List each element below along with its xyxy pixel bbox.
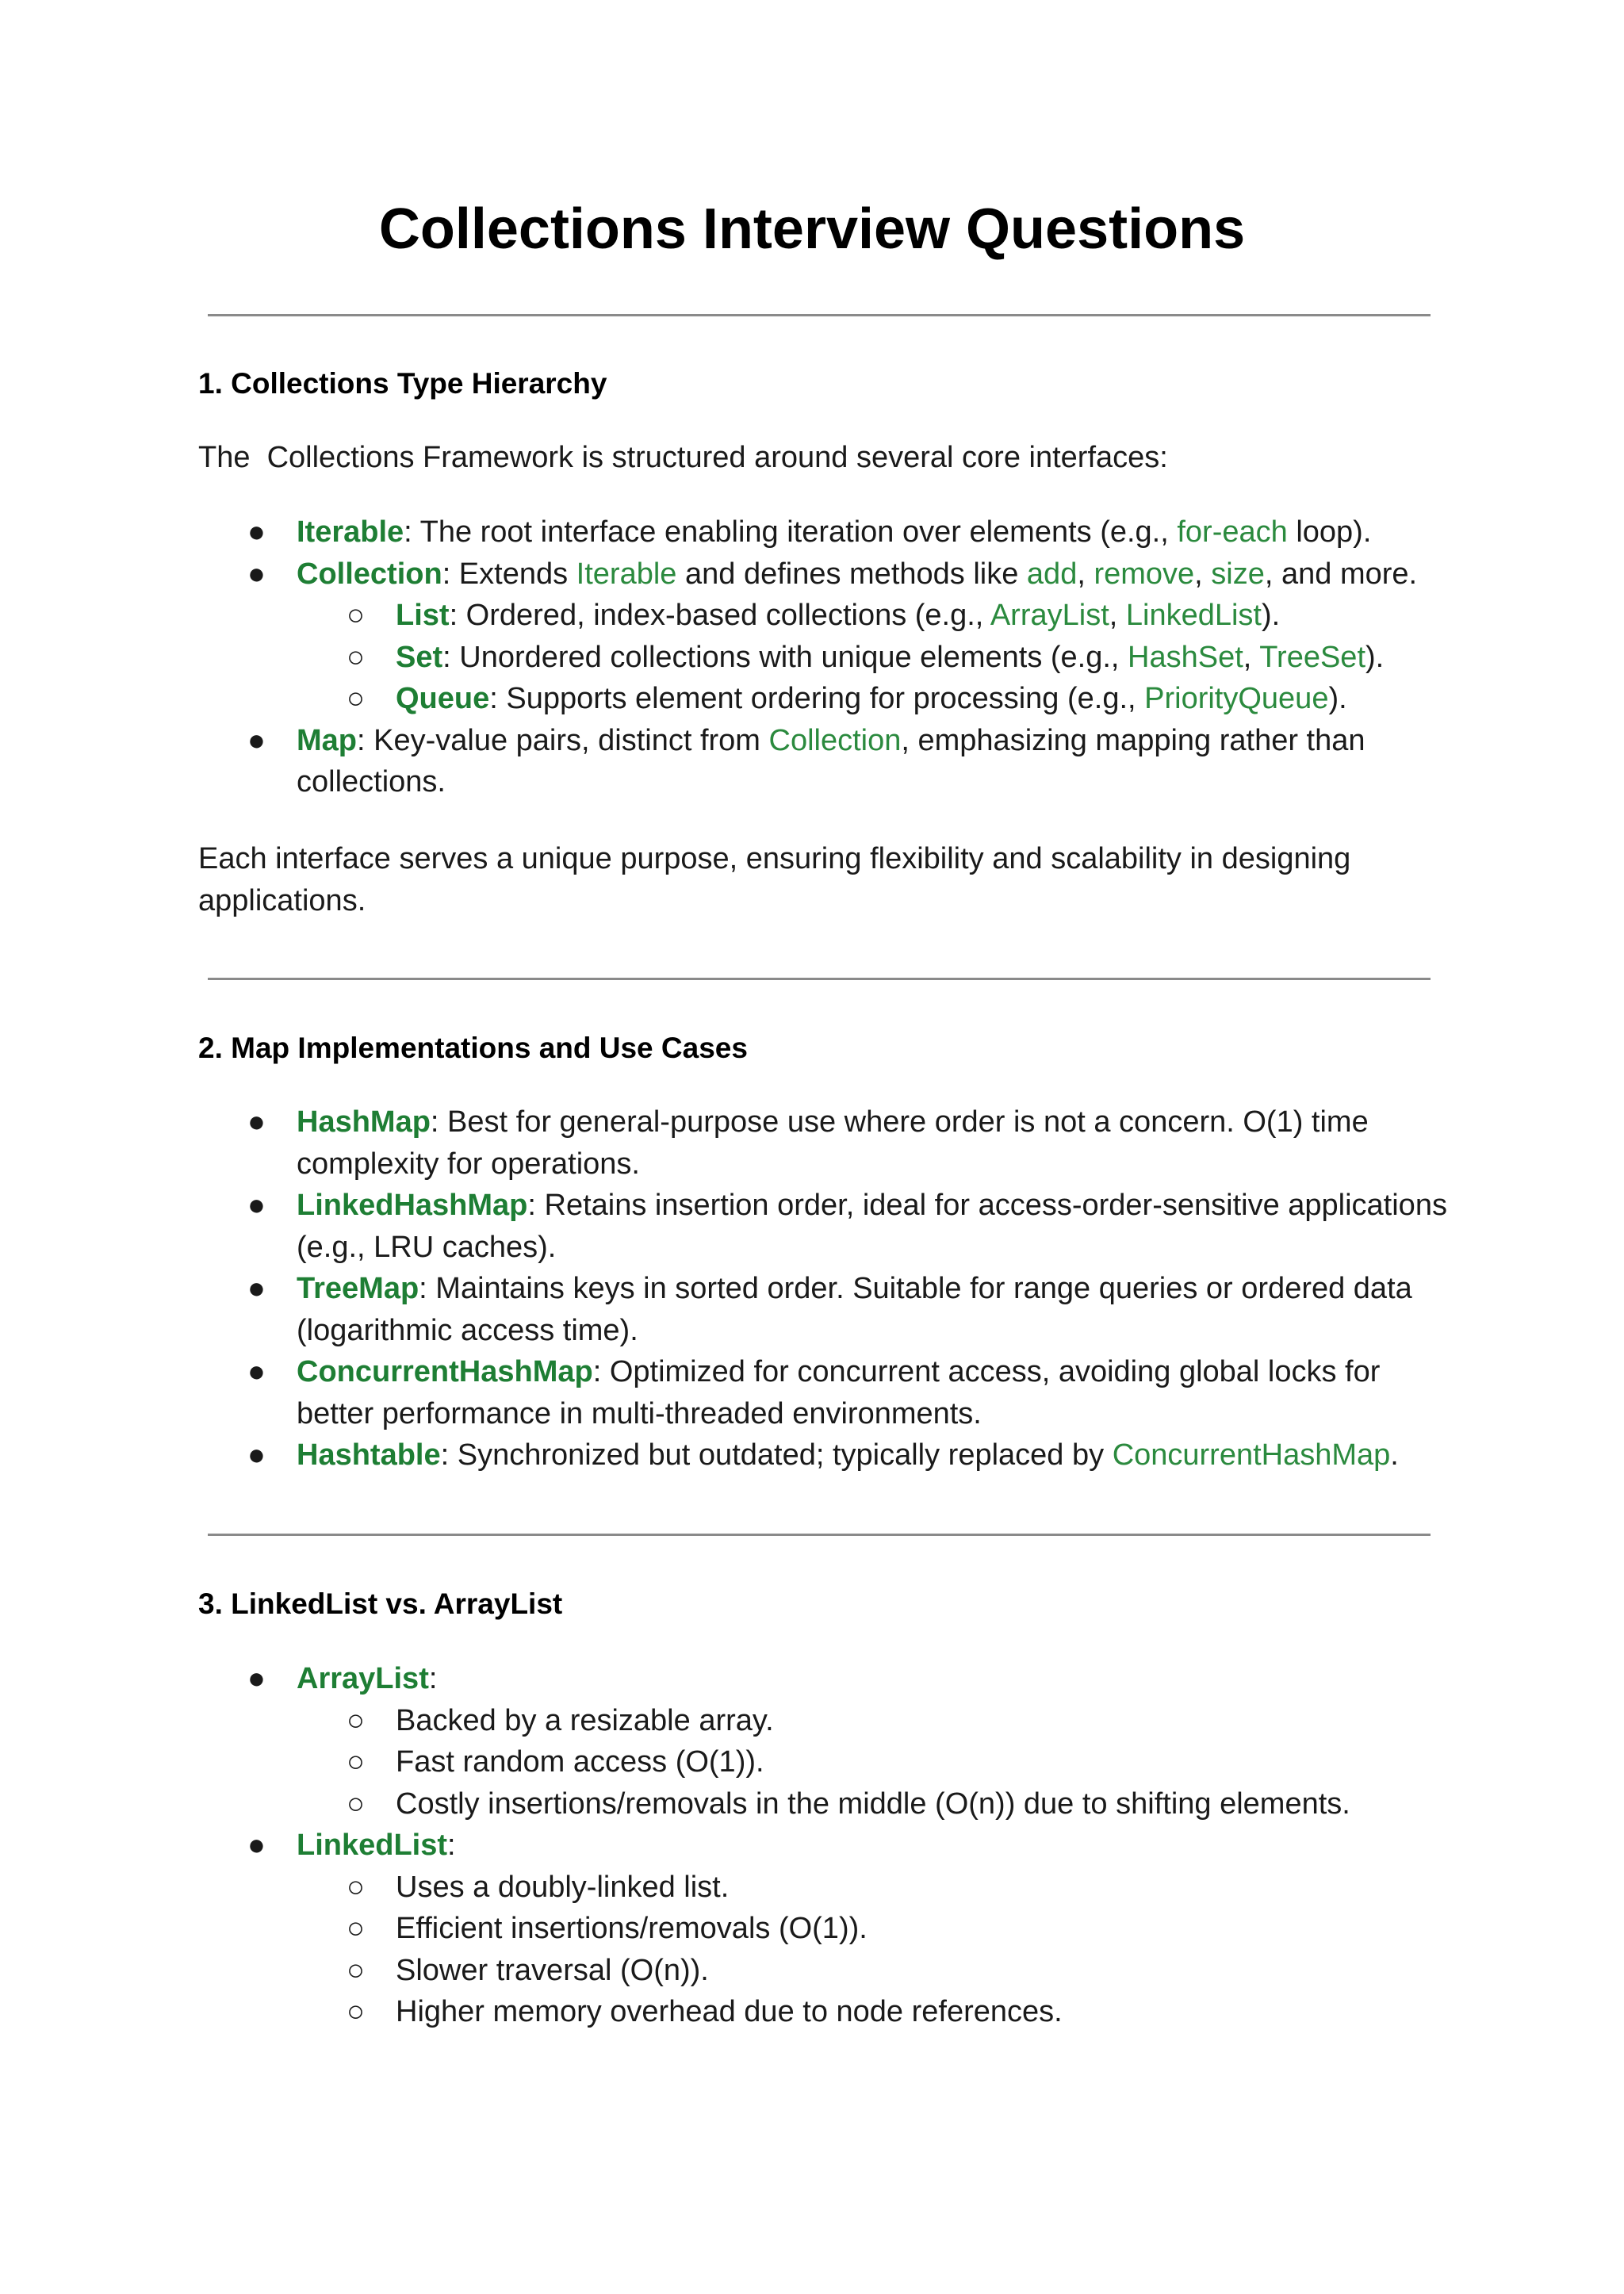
point-text: Backed by a resizable array. bbox=[396, 1703, 774, 1737]
list-item-iterable bbox=[0, 511, 1454, 553]
item-text: ). bbox=[1262, 599, 1281, 632]
item-text: : The root interface enabling iteration over elements (e.g., bbox=[404, 515, 1178, 549]
point-text: Costly insertions/removals in the middle (O(n)) due to shifting elements. bbox=[396, 1787, 1350, 1821]
list-item-treemap bbox=[0, 1268, 1454, 1351]
hollow-bullet-icon: ○ bbox=[347, 599, 365, 632]
section-3-heading: 3. LinkedList vs. ArrayList bbox=[198, 1587, 563, 1620]
divider bbox=[208, 978, 1431, 980]
list-item-queue bbox=[0, 678, 1506, 720]
bullet-icon: ● bbox=[247, 1438, 266, 1472]
divider bbox=[208, 1534, 1431, 1536]
bullet-icon: ● bbox=[247, 1105, 266, 1139]
code-arraylist: ArrayList bbox=[990, 599, 1109, 632]
list-item-collection bbox=[0, 553, 1454, 596]
hollow-bullet-icon: ○ bbox=[347, 1703, 365, 1737]
term-concurrenthashmap: ConcurrentHashMap bbox=[297, 1355, 593, 1388]
section-2-heading: 2. Map Implementations and Use Cases bbox=[198, 1032, 748, 1064]
item-text: , bbox=[1243, 640, 1260, 674]
section-1-heading: 1. Collections Type Hierarchy bbox=[198, 367, 607, 400]
term-set: Set bbox=[396, 640, 443, 674]
item-text: : Supports element ordering for processing (e.g., bbox=[489, 682, 1145, 715]
hollow-bullet-icon: ○ bbox=[347, 1745, 365, 1779]
hollow-bullet-icon: ○ bbox=[347, 682, 365, 715]
bullet-icon: ● bbox=[247, 1355, 266, 1388]
code-add: add bbox=[1026, 557, 1078, 591]
list-item-arraylist-point bbox=[0, 1741, 1506, 1783]
item-text: . bbox=[1390, 1438, 1399, 1472]
hollow-bullet-icon: ○ bbox=[347, 1953, 365, 1987]
bullet-icon: ● bbox=[247, 1272, 266, 1305]
list-item-arraylist bbox=[0, 1658, 1454, 1700]
list-item-linkedlist-point bbox=[0, 1991, 1506, 2033]
item-text: : Key-value pairs, distinct from bbox=[357, 723, 769, 757]
item-text: : Synchronized but outdated; typically replaced by bbox=[440, 1438, 1113, 1472]
divider bbox=[208, 314, 1431, 316]
item-text: : Maintains keys in sorted order. Suitable for range queries or ordered data (logarithmic access time). bbox=[297, 1272, 1412, 1347]
bullet-icon: ● bbox=[247, 557, 266, 591]
section-1-list bbox=[0, 511, 1624, 803]
code-collection: Collection bbox=[768, 723, 902, 757]
point-text: Efficient insertions/removals (O(1)). bbox=[396, 1912, 868, 1945]
point-text: Higher memory overhead due to node references. bbox=[396, 1995, 1063, 2028]
section-1-outro: Each interface serves a unique purpose, ensuring flexibility and scalability in designing applications. bbox=[198, 842, 1359, 917]
bullet-icon: ● bbox=[247, 1189, 266, 1222]
item-text: , bbox=[1077, 557, 1094, 591]
page-title: Collections Interview Questions bbox=[378, 197, 1246, 261]
bullet-icon: ● bbox=[247, 1829, 266, 1862]
point-text: Slower traversal (O(n)). bbox=[396, 1953, 709, 1987]
item-text: , bbox=[1194, 557, 1212, 591]
term-list: List bbox=[396, 599, 450, 632]
hollow-bullet-icon: ○ bbox=[347, 1870, 365, 1904]
bullet-icon: ● bbox=[247, 1662, 266, 1695]
item-text: , bbox=[1109, 599, 1126, 632]
item-text: , and more. bbox=[1264, 557, 1418, 591]
item-text: loop). bbox=[1287, 515, 1372, 549]
term-arraylist: ArrayList bbox=[297, 1662, 429, 1695]
term-queue: Queue bbox=[396, 682, 490, 715]
list-item-arraylist-point bbox=[0, 1700, 1506, 1742]
list-item-linkedlist bbox=[0, 1825, 1454, 1867]
term-linkedhashmap: LinkedHashMap bbox=[297, 1189, 528, 1222]
point-text: Uses a doubly-linked list. bbox=[396, 1870, 730, 1904]
bullet-icon: ● bbox=[247, 515, 266, 549]
list-item-linkedhashmap bbox=[0, 1185, 1454, 1268]
code-linkedlist: LinkedList bbox=[1125, 599, 1262, 632]
item-text: , emphasizing mapping rather than collections. bbox=[297, 723, 1365, 798]
code-iterable: Iterable bbox=[576, 557, 677, 591]
list-item-linkedlist-point bbox=[0, 1867, 1506, 1909]
section-2-list bbox=[0, 1101, 1624, 1476]
code-hashset: HashSet bbox=[1128, 640, 1243, 674]
bullet-icon: ● bbox=[247, 723, 266, 757]
item-text: : Best for general-purpose use where order is not a concern. O(1) time complexity for operations. bbox=[297, 1105, 1369, 1181]
item-text: ). bbox=[1365, 640, 1385, 674]
code-concurrenthashmap: ConcurrentHashMap bbox=[1112, 1438, 1391, 1472]
code-for-each: for-each bbox=[1177, 515, 1288, 549]
item-text: and defines methods like bbox=[676, 557, 1027, 591]
hollow-bullet-icon: ○ bbox=[347, 1912, 365, 1945]
hollow-bullet-icon: ○ bbox=[347, 1995, 365, 2028]
section-1-intro: The Collections Framework is structured around several core interfaces: bbox=[198, 441, 1168, 474]
code-size: size bbox=[1211, 557, 1265, 591]
item-text: : Optimized for concurrent access, avoiding global locks for better performance in multi-threaded environments. bbox=[297, 1355, 1381, 1430]
code-priorityqueue: PriorityQueue bbox=[1144, 682, 1329, 715]
item-text: : bbox=[428, 1662, 438, 1695]
term-linkedlist: LinkedList bbox=[297, 1829, 448, 1862]
item-text: : Retains insertion order, ideal for access-order-sensitive applications (e.g., LRU caches). bbox=[297, 1189, 1447, 1264]
term-collection: Collection bbox=[297, 557, 442, 591]
item-text: : Ordered, index-based collections (e.g., bbox=[449, 599, 990, 632]
list-item-hashmap bbox=[0, 1101, 1454, 1185]
list-item-linkedlist-point bbox=[0, 1908, 1506, 1950]
term-hashmap: HashMap bbox=[297, 1105, 431, 1139]
term-iterable: Iterable bbox=[297, 515, 404, 549]
list-item-linkedlist-point bbox=[0, 1950, 1506, 1992]
item-text: : bbox=[447, 1829, 456, 1862]
item-text: ). bbox=[1328, 682, 1347, 715]
point-text: Fast random access (O(1)). bbox=[396, 1745, 764, 1779]
list-item-set bbox=[0, 637, 1506, 679]
list-item-arraylist-point bbox=[0, 1783, 1506, 1825]
list-item-list bbox=[0, 595, 1506, 637]
hollow-bullet-icon: ○ bbox=[347, 640, 365, 674]
code-remove: remove bbox=[1094, 557, 1195, 591]
code-treeset: TreeSet bbox=[1259, 640, 1365, 674]
list-item-map bbox=[0, 720, 1454, 803]
term-treemap: TreeMap bbox=[297, 1272, 419, 1305]
section-3-list bbox=[0, 1658, 1624, 2033]
term-map: Map bbox=[297, 723, 357, 757]
hollow-bullet-icon: ○ bbox=[347, 1787, 365, 1821]
list-item-concurrenthashmap bbox=[0, 1351, 1454, 1434]
term-hashtable: Hashtable bbox=[297, 1438, 441, 1472]
list-item-hashtable bbox=[0, 1434, 1454, 1476]
item-text: : Unordered collections with unique elements (e.g., bbox=[442, 640, 1128, 674]
item-text: : Extends bbox=[442, 557, 576, 591]
